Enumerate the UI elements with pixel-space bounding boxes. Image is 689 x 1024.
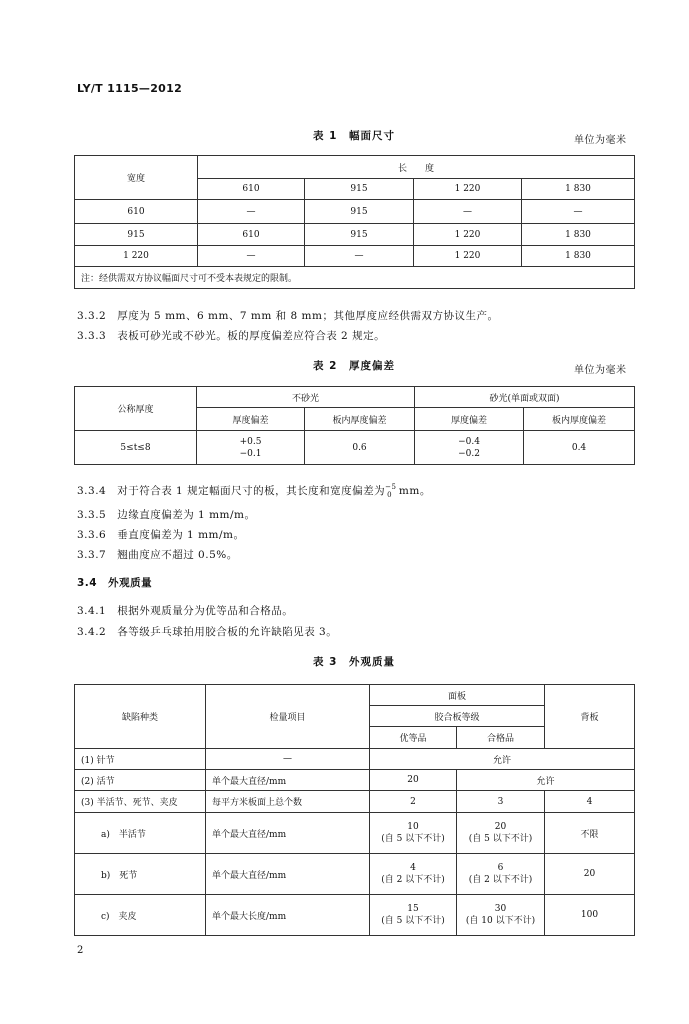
t1-col-head: 915	[305, 179, 414, 200]
t1-cell: 915	[305, 224, 414, 246]
table2	[74, 386, 635, 465]
t3-r6-back: 100	[545, 895, 635, 936]
t3-r5-qualified-note: (自 2 以下不计)	[468, 875, 533, 885]
t1-cell: —	[305, 246, 414, 267]
t3-r2-rest: 允许	[457, 770, 635, 791]
t3-r5-premium-note: (自 2 以下不计)	[381, 875, 445, 885]
t3-r4-qualified-note: (自 5 以下不计)	[468, 834, 533, 844]
t1-cell: 610	[75, 200, 198, 224]
t3-r5-qualified	[457, 854, 545, 895]
section-3-4-heading: 3.4 外观质量	[77, 577, 153, 589]
t3-grade-header: 胶合板等级	[370, 706, 545, 727]
t3-r4-qualified	[457, 813, 545, 854]
t3-qualified-header: 合格品	[457, 727, 545, 749]
table-row	[75, 224, 635, 246]
table2-caption: 表 2 厚度偏差	[313, 360, 395, 372]
t3-r6-premium-value: 15	[407, 904, 419, 914]
t3-r6-qualified-note: (自 10 以下不计)	[465, 916, 536, 926]
t1-cell: 1 220	[414, 224, 522, 246]
para-3-3-2: 3.3.2 厚度为 5 mm、6 mm、7 mm 和 8 mm；其他厚度应经供需双方协议生产。	[77, 310, 499, 322]
para-3-3-4	[77, 483, 431, 499]
para-3-3-7: 3.3.7 翘曲度应不超过 0.5%。	[77, 549, 238, 561]
t2-unsanded-dev	[197, 431, 305, 465]
t2-sanded-dev-lower: −0.2	[458, 448, 480, 459]
t3-r5-type: b) 死节	[75, 854, 206, 895]
para-3-4-2: 3.4.2 各等级乒乓球拍用胶合板的允许缺陷见表 3。	[77, 626, 338, 638]
table-row	[75, 791, 635, 813]
t3-r6-qualified	[457, 895, 545, 936]
standard-number: LY/T 1115—2012	[77, 82, 183, 95]
t1-cell: 1 830	[522, 246, 635, 267]
t3-r2-item: 单个最大直径/mm	[206, 770, 370, 791]
para-3-3-6: 3.3.6 垂直度偏差为 1 mm/m。	[77, 529, 245, 541]
t2-unsanded-header: 不砂光	[197, 387, 415, 408]
t3-r4-premium-note: (自 5 以下不计)	[381, 834, 445, 844]
t2-unsanded-dev-lower: −0.1	[239, 448, 262, 459]
t3-r6-premium	[370, 895, 457, 936]
t2-in-board-header: 板内厚度偏差	[305, 408, 415, 431]
table1-caption: 表 1 幅面尺寸	[313, 130, 395, 142]
table-row	[75, 770, 635, 791]
t2-nominal-header: 公称厚度	[75, 387, 197, 431]
para-3-3-3: 3.3.3 表板可砂光或不砂光。板的厚度偏差应符合表 2 规定。	[77, 330, 386, 342]
tolerance-lower: 0	[387, 491, 393, 499]
t3-r6-premium-note: (自 5 以下不计)	[381, 916, 445, 926]
t3-r3-back: 4	[545, 791, 635, 813]
table1-unit: 单位为毫米	[574, 135, 627, 146]
t1-width-header: 宽度	[75, 156, 198, 200]
t1-cell: —	[198, 246, 305, 267]
t3-r5-back: 20	[545, 854, 635, 895]
t3-r4-item: 单个最大直径/mm	[206, 813, 370, 854]
t1-cell: 1 220	[414, 246, 522, 267]
table3	[74, 684, 635, 936]
t2-range: 5≤t≤8	[75, 431, 197, 465]
t3-r4-premium-value: 10	[407, 822, 419, 832]
t2-unsanded-dev-upper: +0.5	[239, 436, 262, 447]
t3-r4-back: 不限	[545, 813, 635, 854]
t3-r3-item: 每平方米板面上总个数	[206, 791, 370, 813]
t3-r3-qualified: 3	[457, 791, 545, 813]
t3-back-header: 背板	[545, 685, 635, 749]
para-3-3-4-unit: mm。	[398, 485, 431, 497]
t3-r6-qualified-value: 30	[494, 904, 507, 914]
t2-sanded-in-board: 0.4	[524, 431, 635, 465]
table-row	[75, 854, 635, 895]
t3-r5-item: 单个最大直径/mm	[206, 854, 370, 895]
t1-cell: —	[414, 200, 522, 224]
tolerance-upper: −5	[385, 483, 397, 491]
t3-r1-item: —	[206, 749, 370, 770]
t2-sanded-header: 砂光(单面或双面)	[415, 387, 635, 408]
t3-r1-val: 允许	[370, 749, 635, 770]
para-3-3-4-text: 3.3.4 对于符合表 1 规定幅面尺寸的板，其长度和宽度偏差为	[77, 485, 386, 497]
t3-r5-qualified-value: 6	[497, 863, 504, 873]
t2-sanded-dev-upper: −0.4	[458, 436, 480, 447]
table-row	[75, 431, 635, 465]
t1-cell: 1 220	[75, 246, 198, 267]
t1-col-head: 1 830	[522, 179, 635, 200]
t1-note: 注：经供需双方协议幅面尺寸可不受本表规定的限制。	[75, 267, 635, 289]
t3-defect-type-header: 缺陷种类	[75, 685, 206, 749]
table-row	[75, 895, 635, 936]
table-row	[75, 749, 635, 770]
t1-cell: —	[522, 200, 635, 224]
t2-unsanded-in-board: 0.6	[305, 431, 415, 465]
tolerance	[385, 483, 395, 499]
t1-cell: 610	[198, 224, 305, 246]
t3-r6-type: c) 夹皮	[75, 895, 206, 936]
t2-thick-dev-header: 厚度偏差	[197, 408, 305, 431]
t1-col-head: 1 220	[414, 179, 522, 200]
t3-check-item-header: 检量项目	[206, 685, 370, 749]
t1-cell: 915	[305, 200, 414, 224]
t1-cell: —	[198, 200, 305, 224]
table1	[74, 155, 635, 289]
t3-premium-header: 优等品	[370, 727, 457, 749]
page-number: 2	[77, 945, 84, 956]
t3-r5-premium-value: 4	[410, 863, 416, 873]
table-row	[75, 246, 635, 267]
t3-r4-premium	[370, 813, 457, 854]
t2-sanded-dev	[415, 431, 524, 465]
t3-r2-premium: 20	[370, 770, 457, 791]
t3-r5-premium	[370, 854, 457, 895]
t1-cell: 915	[75, 224, 198, 246]
para-3-4-1: 3.4.1 根据外观质量分为优等品和合格品。	[77, 605, 294, 617]
t3-r6-item: 单个最大长度/mm	[206, 895, 370, 936]
table2-unit: 单位为毫米	[574, 365, 627, 376]
t3-face-header: 面板	[370, 685, 545, 706]
table-row	[75, 813, 635, 854]
t1-cell: 1 830	[522, 224, 635, 246]
table-row	[75, 200, 635, 224]
t2-sanded-thick-dev-header: 厚度偏差	[415, 408, 524, 431]
t3-r3-premium: 2	[370, 791, 457, 813]
t3-r3-type: (3) 半活节、死节、夹皮	[75, 791, 206, 813]
para-3-3-5: 3.3.5 边缘直度偏差为 1 mm/m。	[77, 509, 256, 521]
t1-col-head: 610	[198, 179, 305, 200]
t1-length-header: 长 度	[198, 156, 635, 179]
t3-r4-type: a) 半活节	[75, 813, 206, 854]
t3-r1-type: (1) 针节	[75, 749, 206, 770]
table3-caption: 表 3 外观质量	[313, 656, 395, 668]
t2-sanded-in-board-header: 板内厚度偏差	[524, 408, 635, 431]
t3-r4-qualified-value: 20	[494, 822, 507, 832]
t3-r2-type: (2) 活节	[75, 770, 206, 791]
